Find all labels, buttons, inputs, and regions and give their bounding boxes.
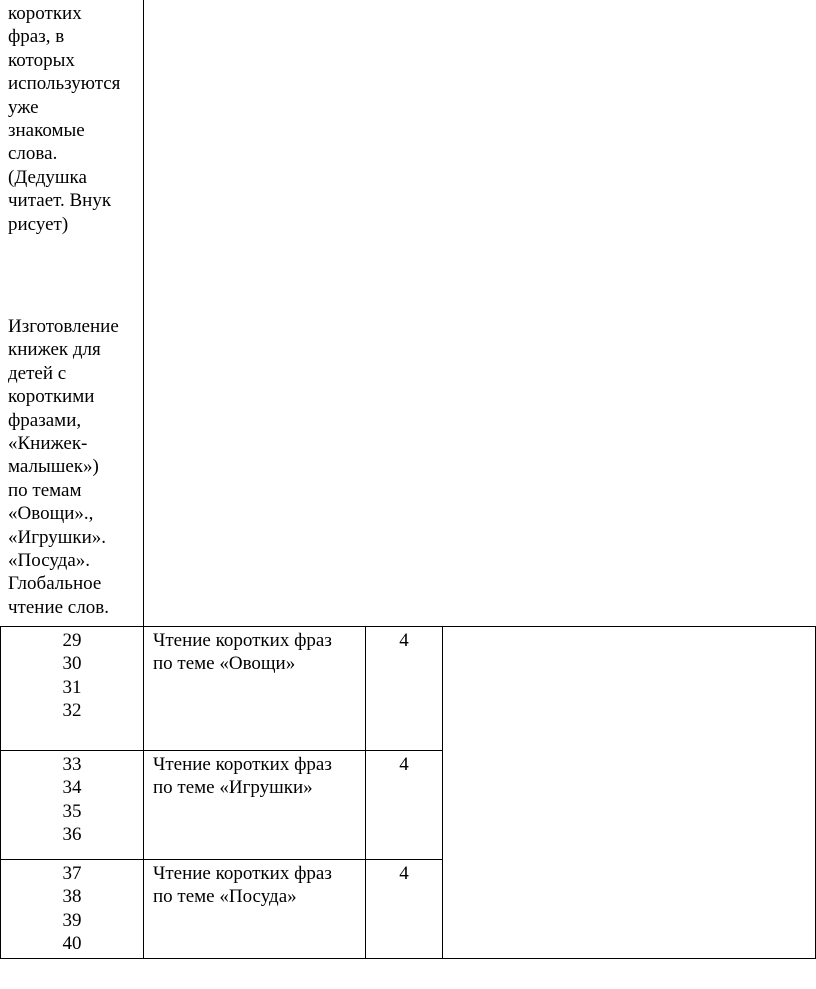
text-line: которых — [8, 49, 75, 71]
topic-line: Чтение коротких фраз — [153, 630, 332, 651]
hours-cell: 4 — [399, 754, 409, 775]
lesson-topic-cell — [153, 862, 332, 909]
text-line: Изготовление — [8, 316, 119, 337]
column-divider-1 — [143, 626, 144, 959]
column-divider-2 — [365, 626, 366, 959]
text-line: малышек») — [8, 456, 99, 478]
text-line: книжек для — [8, 339, 101, 361]
table-top-border — [0, 626, 816, 627]
lesson-number: 37 — [62, 863, 82, 884]
top-cell-right-border — [143, 0, 144, 627]
topic-line: по теме «Игрушки» — [153, 777, 313, 799]
lesson-numbers-cell — [1, 629, 143, 723]
lesson-number: 29 — [62, 630, 82, 651]
lesson-number: 36 — [62, 824, 82, 846]
row-divider-2 — [0, 859, 443, 860]
row-divider-1 — [0, 750, 443, 751]
topic-line: по теме «Овощи» — [153, 653, 296, 675]
text-line: знакомые — [8, 120, 85, 142]
text-line: «Книжек- — [8, 433, 88, 455]
text-line: «Игрушки». — [8, 526, 107, 548]
lesson-number: 40 — [62, 933, 82, 955]
text-line: (Дедушка — [8, 166, 87, 188]
lesson-number: 38 — [62, 886, 82, 908]
lesson-numbers-cell — [1, 862, 143, 956]
text-line: детей с — [8, 362, 67, 384]
lesson-numbers-cell — [1, 753, 143, 847]
top-cell-text-block-2 — [8, 315, 119, 619]
table-bottom-border — [0, 958, 816, 959]
text-line: чтение слов. — [8, 596, 109, 618]
topic-line: Чтение коротких фраз — [153, 863, 332, 884]
lesson-number: 32 — [62, 700, 82, 722]
lesson-number: 30 — [62, 653, 82, 675]
lesson-number: 31 — [62, 676, 82, 698]
lesson-topic-cell — [153, 753, 332, 800]
lesson-topic-cell — [153, 629, 332, 676]
text-line: Глобальное — [8, 573, 102, 595]
text-line: «Посуда». — [8, 550, 91, 572]
text-line: используются — [8, 73, 121, 95]
topic-line: Чтение коротких фраз — [153, 754, 332, 775]
text-line: читает. Внук — [8, 190, 112, 212]
hours-cell: 4 — [399, 630, 409, 651]
text-line: рисует) — [8, 213, 69, 235]
text-line: «Овощи»., — [8, 503, 94, 525]
lesson-number: 35 — [62, 800, 82, 822]
lesson-number: 33 — [62, 754, 82, 775]
text-line: по темам — [8, 479, 82, 501]
text-line: фразами, — [8, 409, 82, 431]
top-cell-text-block-1 — [8, 2, 120, 236]
text-line: уже — [8, 96, 39, 118]
text-line: фраз, в — [8, 26, 65, 48]
text-line: короткими — [8, 386, 95, 408]
hours-cell: 4 — [399, 863, 409, 884]
text-line: слова. — [8, 143, 58, 165]
topic-line: по теме «Посуда» — [153, 886, 297, 908]
text-line: коротких — [8, 3, 82, 24]
lesson-number: 39 — [62, 909, 82, 931]
column-divider-3 — [442, 626, 443, 959]
lesson-number: 34 — [62, 777, 82, 799]
